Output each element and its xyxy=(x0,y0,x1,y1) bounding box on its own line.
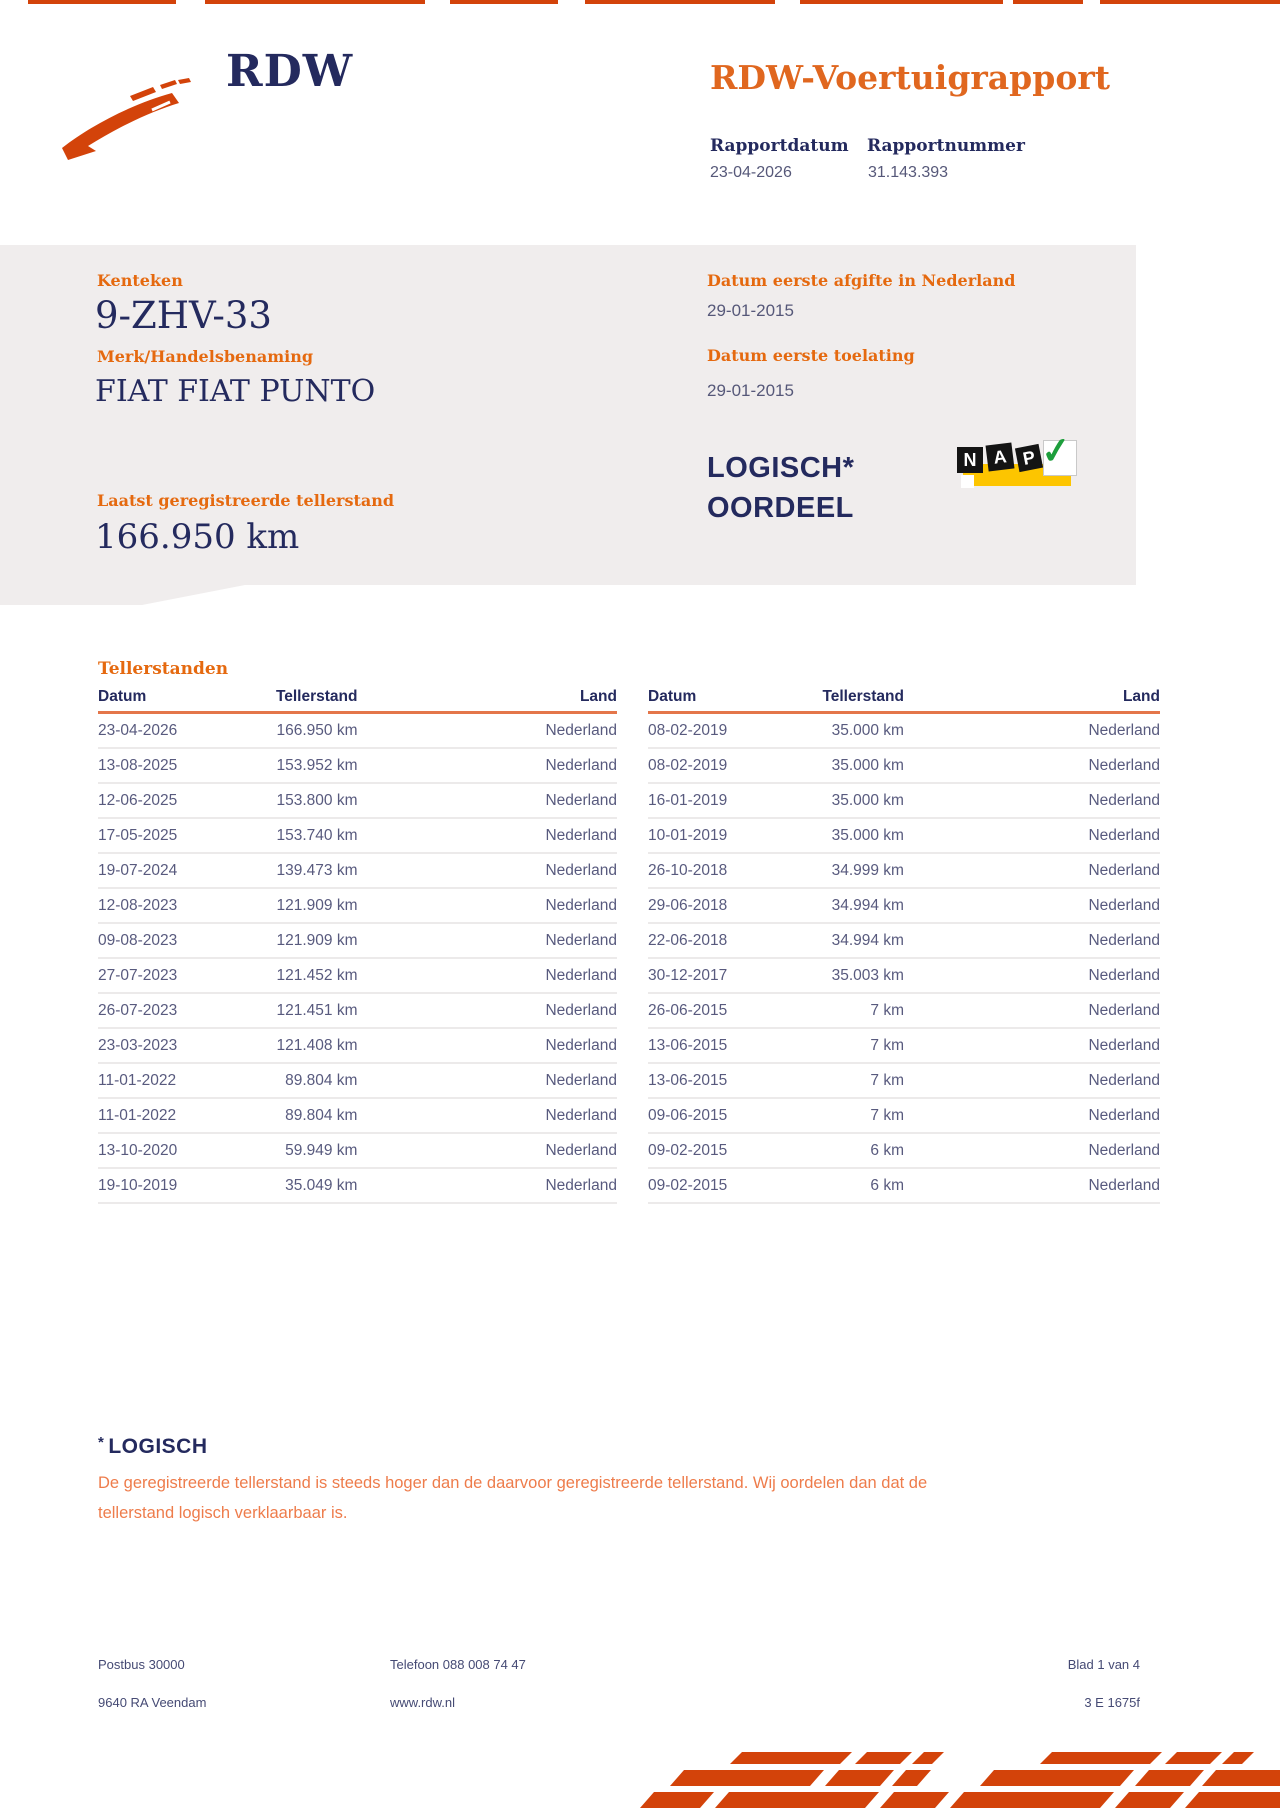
cell-tellerstand: 35.049 km xyxy=(285,1177,358,1194)
afgifte-value: 29-01-2015 xyxy=(707,301,794,320)
cell-datum: 19-10-2019 xyxy=(98,1177,178,1194)
col-header-land: Land xyxy=(579,688,617,705)
cell-datum: 13-06-2015 xyxy=(648,1037,728,1054)
cell-tellerstand: 35.000 km xyxy=(831,792,904,809)
nap-letter-a: A xyxy=(986,443,1015,472)
cell-datum: 27-07-2023 xyxy=(98,967,178,984)
table-row xyxy=(98,889,617,924)
tellerstand-table-right xyxy=(648,688,1160,1204)
table-row xyxy=(98,959,617,994)
page-title: RDW-Voertuigrapport xyxy=(710,58,1110,97)
table-row xyxy=(98,924,617,959)
tellerstand-table-left xyxy=(98,688,617,1204)
cell-datum: 09-02-2015 xyxy=(648,1142,728,1159)
cell-tellerstand: 7 km xyxy=(870,1107,904,1124)
cell-land: Nederland xyxy=(545,1072,617,1089)
cell-datum: 13-10-2020 xyxy=(98,1142,178,1159)
table-row xyxy=(648,854,1160,889)
nap-letter-n: N xyxy=(957,447,983,473)
table-row xyxy=(98,1029,617,1064)
cell-land: Nederland xyxy=(1088,1177,1160,1194)
cell-tellerstand: 121.909 km xyxy=(276,897,358,914)
table-row xyxy=(98,749,617,784)
cell-land: Nederland xyxy=(545,1037,617,1054)
oordeel-value: LOGISCH* xyxy=(707,452,855,484)
cell-datum: 17-05-2025 xyxy=(98,827,178,844)
cell-land: Nederland xyxy=(545,1142,617,1159)
table-row xyxy=(648,1064,1160,1099)
table-row xyxy=(648,889,1160,924)
col-header-tellerstand: Tellerstand xyxy=(822,688,904,705)
table-row xyxy=(648,714,1160,749)
footer-form-code: 3 E 1675f xyxy=(1084,1695,1140,1710)
cell-datum: 09-08-2023 xyxy=(98,932,178,949)
cell-tellerstand: 121.451 km xyxy=(276,1002,358,1019)
explanation-line-2: tellerstand logisch verklaarbaar is. xyxy=(98,1504,348,1522)
cell-tellerstand: 35.000 km xyxy=(831,757,904,774)
cell-land: Nederland xyxy=(545,827,617,844)
report-number-label: Rapportnummer xyxy=(867,136,1025,156)
nap-letter-p: P xyxy=(1015,444,1043,472)
cell-datum: 23-03-2023 xyxy=(98,1037,178,1054)
explanation-asterisk: * xyxy=(98,1434,105,1451)
kenteken-value: 9-ZHV-33 xyxy=(95,294,272,337)
cell-land: Nederland xyxy=(1088,722,1160,739)
cell-land: Nederland xyxy=(1088,792,1160,809)
cell-datum: 13-06-2015 xyxy=(648,1072,728,1089)
cell-datum: 11-01-2022 xyxy=(98,1072,177,1089)
cell-tellerstand: 153.952 km xyxy=(276,757,358,774)
cell-tellerstand: 7 km xyxy=(870,1002,904,1019)
tellerstand-value: 166.950 km xyxy=(95,517,300,557)
cell-tellerstand: 6 km xyxy=(870,1142,904,1159)
table-row xyxy=(98,1134,617,1169)
footer-phone: Telefoon 088 008 74 47 xyxy=(390,1657,526,1672)
table-row xyxy=(98,784,617,819)
cell-land: Nederland xyxy=(1088,827,1160,844)
cell-datum: 09-02-2015 xyxy=(648,1177,728,1194)
report-number-value: 31.143.393 xyxy=(868,164,949,181)
cell-tellerstand: 139.473 km xyxy=(276,862,358,879)
toelating-label: Datum eerste toelating xyxy=(707,346,915,365)
cell-land: Nederland xyxy=(545,862,617,879)
rdw-logo-text: RDW xyxy=(226,46,354,97)
table-row xyxy=(98,1099,617,1134)
cell-datum: 26-10-2018 xyxy=(648,862,728,879)
merk-value: FIAT FIAT PUNTO xyxy=(95,374,376,409)
footer-address-line1: Postbus 30000 xyxy=(98,1657,185,1672)
tellerstand-label: Laatst geregistreerde tellerstand xyxy=(97,491,395,510)
nap-white-notch xyxy=(961,475,974,488)
cell-land: Nederland xyxy=(1088,1107,1160,1124)
merk-label: Merk/Handelsbenaming xyxy=(97,347,314,366)
table-row xyxy=(648,1099,1160,1134)
table-header-row xyxy=(98,688,617,714)
explanation-title xyxy=(98,1434,208,1459)
rdw-logo-swoosh-icon xyxy=(58,78,206,162)
cell-land: Nederland xyxy=(1088,932,1160,949)
cell-datum: 29-06-2018 xyxy=(648,897,728,914)
table-row xyxy=(98,854,617,889)
nap-check-icon: ✓ xyxy=(1038,428,1074,473)
cell-tellerstand: 35.000 km xyxy=(831,722,904,739)
cell-tellerstand: 153.740 km xyxy=(276,827,358,844)
explanation-line-1: De geregistreerde tellerstand is steeds hoger dan de daarvoor geregistreerde tellerstand. Wij oordelen dan dat de xyxy=(98,1474,928,1492)
cell-datum: 16-01-2019 xyxy=(648,792,728,809)
cell-tellerstand: 121.408 km xyxy=(276,1037,358,1054)
cell-tellerstand: 34.999 km xyxy=(831,862,904,879)
cell-land: Nederland xyxy=(1088,862,1160,879)
cell-tellerstand: 89.804 km xyxy=(285,1107,358,1124)
cell-datum: 23-04-2026 xyxy=(98,722,178,739)
cell-land: Nederland xyxy=(545,1107,617,1124)
cell-land: Nederland xyxy=(545,967,617,984)
table-row xyxy=(648,1169,1160,1204)
cell-datum: 08-02-2019 xyxy=(648,757,728,774)
table-row xyxy=(648,959,1160,994)
cell-land: Nederland xyxy=(1088,1142,1160,1159)
cell-datum: 12-06-2025 xyxy=(98,792,178,809)
afgifte-label: Datum eerste afgifte in Nederland xyxy=(707,271,1016,290)
cell-datum: 12-08-2023 xyxy=(98,897,178,914)
cell-land: Nederland xyxy=(545,1177,617,1194)
cell-land: Nederland xyxy=(1088,1002,1160,1019)
cell-tellerstand: 34.994 km xyxy=(831,932,904,949)
table-header-row xyxy=(648,688,1160,714)
cell-land: Nederland xyxy=(1088,897,1160,914)
cell-land: Nederland xyxy=(545,722,617,739)
col-header-land: Land xyxy=(1122,688,1160,705)
table-row xyxy=(98,714,617,749)
cell-land: Nederland xyxy=(545,897,617,914)
cell-tellerstand: 35.003 km xyxy=(831,967,904,984)
cell-tellerstand: 89.804 km xyxy=(285,1072,358,1089)
cell-tellerstand: 121.452 km xyxy=(276,967,358,984)
cell-tellerstand: 166.950 km xyxy=(276,722,358,739)
cell-land: Nederland xyxy=(545,792,617,809)
cell-tellerstand: 7 km xyxy=(870,1037,904,1054)
cell-land: Nederland xyxy=(545,757,617,774)
footer-page-number: Blad 1 van 4 xyxy=(1067,1657,1140,1672)
cell-datum: 08-02-2019 xyxy=(648,722,728,739)
table-row xyxy=(98,1064,617,1099)
cell-datum: 30-12-2017 xyxy=(648,967,728,984)
oordeel-block xyxy=(707,448,854,528)
cell-tellerstand: 6 km xyxy=(870,1177,904,1194)
table-row xyxy=(648,1134,1160,1169)
cell-datum: 19-07-2024 xyxy=(98,862,178,879)
nap-logo-icon xyxy=(955,428,1085,490)
cell-tellerstand: 59.949 km xyxy=(285,1142,358,1159)
kenteken-label: Kenteken xyxy=(97,271,183,290)
table-row xyxy=(648,819,1160,854)
report-date-value: 23-04-2026 xyxy=(710,164,792,181)
table-row xyxy=(648,994,1160,1029)
col-header-datum: Datum xyxy=(98,688,147,705)
footer-address-line2: 9640 RA Veendam xyxy=(98,1695,207,1710)
cell-land: Nederland xyxy=(545,932,617,949)
footer-website: www.rdw.nl xyxy=(390,1695,456,1710)
oordeel-label: OORDEEL xyxy=(707,492,854,524)
cell-land: Nederland xyxy=(1088,1037,1160,1054)
cell-datum: 11-01-2022 xyxy=(98,1107,177,1124)
cell-tellerstand: 34.994 km xyxy=(831,897,904,914)
explanation-paragraph xyxy=(98,1468,927,1528)
explanation-title-text: LOGISCH xyxy=(108,1435,208,1458)
col-header-tellerstand: Tellerstand xyxy=(275,688,358,705)
cell-datum: 26-07-2023 xyxy=(98,1002,178,1019)
cell-tellerstand: 35.000 km xyxy=(831,827,904,844)
table-row xyxy=(648,749,1160,784)
cell-datum: 10-01-2019 xyxy=(648,827,728,844)
cell-land: Nederland xyxy=(545,1002,617,1019)
table-row xyxy=(648,1029,1160,1064)
cell-datum: 22-06-2018 xyxy=(648,932,728,949)
cell-tellerstand: 7 km xyxy=(870,1072,904,1089)
cell-land: Nederland xyxy=(1088,1072,1160,1089)
tellerstanden-section-title: Tellerstanden xyxy=(98,659,229,679)
table-row xyxy=(648,784,1160,819)
cell-tellerstand: 121.909 km xyxy=(276,932,358,949)
bottom-swoosh-graphic xyxy=(640,1750,1280,1811)
table-row xyxy=(98,994,617,1029)
cell-datum: 09-06-2015 xyxy=(648,1107,728,1124)
col-header-datum: Datum xyxy=(648,688,697,705)
cell-land: Nederland xyxy=(1088,967,1160,984)
table-row xyxy=(648,924,1160,959)
cell-land: Nederland xyxy=(1088,757,1160,774)
report-date-label: Rapportdatum xyxy=(710,136,849,156)
table-row xyxy=(98,1169,617,1204)
cell-tellerstand: 153.800 km xyxy=(276,792,358,809)
cell-datum: 26-06-2015 xyxy=(648,1002,728,1019)
toelating-value: 29-01-2015 xyxy=(707,381,794,400)
cell-datum: 13-08-2025 xyxy=(98,757,178,774)
table-row xyxy=(98,819,617,854)
